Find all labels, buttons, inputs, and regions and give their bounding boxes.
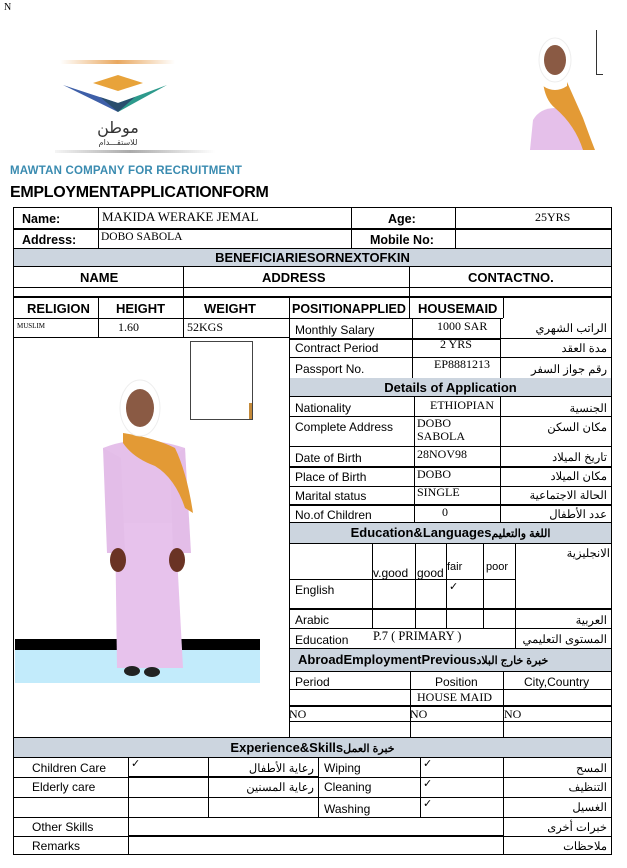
previous-city-header: City,Country bbox=[524, 675, 590, 689]
passport-label: Passport No. bbox=[295, 362, 365, 376]
skills-title: Experience&Skills bbox=[230, 740, 344, 755]
religion-value[interactable]: MUSLIM bbox=[17, 322, 46, 330]
logo-arabic-text: موطن bbox=[97, 118, 139, 137]
corner-mark: N bbox=[4, 2, 12, 13]
skills-header bbox=[14, 737, 611, 758]
address-label: Address: bbox=[22, 233, 77, 247]
height-value[interactable]: 1.60 bbox=[118, 320, 139, 334]
children-arabic-label: عدد الأطفال bbox=[549, 509, 607, 521]
complete-address-arabic-label: مكان السكن bbox=[547, 422, 607, 434]
level-poor: poor bbox=[486, 561, 509, 573]
salary-arabic-label: الراتب الشهري bbox=[535, 323, 607, 335]
marital-status-label: Marital status bbox=[295, 489, 367, 503]
contract-arabic-label: مدة العقد bbox=[561, 343, 607, 355]
wiping-label: Wiping bbox=[324, 761, 361, 775]
beneficiary-name-header: NAME bbox=[80, 270, 119, 285]
passport-arabic-label: رقم جواز السفر bbox=[530, 364, 607, 376]
previous-row-1-position[interactable]: HOUSE MAID bbox=[417, 690, 492, 704]
form-title: EMPLOYMENTAPPLICATIONFORM bbox=[10, 184, 269, 201]
children-care-checkmark[interactable]: ✓ bbox=[131, 758, 141, 770]
remarks-arabic-label: ملاحظات bbox=[563, 841, 607, 853]
previous-row-2-city[interactable]: NO bbox=[504, 707, 522, 721]
details-header: Details of Application bbox=[290, 378, 611, 397]
other-skills-arabic-label: خبرات أخرى bbox=[547, 822, 607, 834]
education-label: Education bbox=[295, 633, 349, 647]
company-name: MAWTAN COMPANY FOR RECRUITMENT bbox=[10, 165, 243, 177]
washing-arabic-label: الغسيل bbox=[572, 802, 607, 814]
weight-header: WEIGHT bbox=[204, 301, 256, 316]
other-skills-label: Other Skills bbox=[32, 820, 94, 834]
name-label: Name: bbox=[22, 212, 61, 226]
cleaning-checkmark[interactable]: ✓ bbox=[423, 778, 433, 790]
place-of-birth-value[interactable]: DOBO bbox=[417, 467, 452, 481]
level-good: good bbox=[417, 566, 444, 580]
beneficiary-address-header: ADDRESS bbox=[262, 270, 326, 285]
cleaning-arabic-label: التنظيف bbox=[568, 782, 607, 794]
marital-status-value[interactable]: SINGLE bbox=[417, 485, 460, 499]
photo-corner-mark bbox=[596, 30, 603, 75]
education-value[interactable]: P.7 ( PRIMARY ) bbox=[373, 629, 462, 643]
complete-address-label: Complete Address bbox=[295, 420, 394, 434]
nationality-label: Nationality bbox=[295, 401, 352, 415]
date-of-birth-label: Date of Birth bbox=[295, 451, 362, 465]
applicant-full-body-photo bbox=[15, 338, 289, 738]
remarks-label: Remarks bbox=[32, 839, 81, 853]
english-fair-checkmark[interactable]: ✓ bbox=[449, 581, 459, 593]
education-title-arabic: اللغة والتعليم bbox=[491, 528, 551, 540]
children-label: No.of Children bbox=[295, 508, 372, 522]
previous-employment-header bbox=[290, 649, 611, 672]
previous-title: AbroadEmploymentPrevious bbox=[298, 652, 477, 667]
level-vgood: v.good bbox=[373, 566, 409, 580]
arabic-label: Arabic bbox=[295, 613, 330, 627]
education-title: Education&Languages bbox=[350, 525, 492, 540]
english-label: English bbox=[295, 583, 335, 597]
contract-label: Contract Period bbox=[295, 341, 379, 355]
english-arabic-label: الانجليزية bbox=[566, 548, 610, 560]
previous-position-header: Position bbox=[435, 675, 478, 689]
wiping-arabic-label: المسح bbox=[575, 763, 607, 775]
cleaning-label: Cleaning bbox=[324, 780, 372, 794]
education-header bbox=[290, 523, 611, 544]
elderly-care-label: Elderly care bbox=[32, 780, 96, 794]
level-fair: fair bbox=[447, 561, 463, 573]
marital-status-arabic-label: الحالة الاجتماعية bbox=[529, 490, 607, 502]
height-header: HEIGHT bbox=[116, 301, 166, 316]
contract-value[interactable]: 2 YRS bbox=[440, 337, 472, 351]
nationality-arabic-label: الجنسية bbox=[569, 403, 607, 415]
previous-row-2-period[interactable]: NO bbox=[289, 707, 307, 721]
washing-checkmark[interactable]: ✓ bbox=[423, 798, 433, 810]
education-arabic-label: المستوى التعليمي bbox=[522, 634, 607, 646]
washing-label: Washing bbox=[324, 802, 371, 816]
age-label: Age: bbox=[388, 212, 416, 226]
elderly-care-arabic-label: رعاية المسنين bbox=[246, 782, 314, 794]
wiping-checkmark[interactable]: ✓ bbox=[423, 758, 433, 770]
place-of-birth-label: Place of Birth bbox=[295, 470, 367, 484]
beneficiaries-header: BENEFICIARIESORNEXTOFKIN bbox=[14, 248, 611, 267]
position-applied-value[interactable]: HOUSEMAID bbox=[418, 301, 498, 316]
passport-value[interactable]: EP8881213 bbox=[434, 357, 491, 371]
position-applied-label: POSITIONAPPLIED bbox=[292, 302, 406, 316]
date-of-birth-arabic-label: تاريخ الميلاد bbox=[552, 452, 607, 464]
children-care-arabic-label: رعاية الأطفال bbox=[248, 763, 314, 775]
religion-header: RELIGION bbox=[27, 301, 90, 316]
name-value[interactable]: MAKIDA WERAKE JEMAL bbox=[102, 209, 259, 224]
date-of-birth-value[interactable]: 28NOV98 bbox=[417, 447, 467, 461]
skills-title-arabic: خبرة العمل bbox=[343, 743, 395, 755]
mobile-label: Mobile No: bbox=[370, 233, 434, 247]
company-logo bbox=[55, 55, 215, 155]
address-value[interactable]: DOBO SABOLA bbox=[101, 231, 183, 243]
complete-address-value[interactable]: DOBO SABOLA bbox=[417, 416, 466, 443]
svg-text:للاستقـــدام: للاستقـــدام bbox=[98, 138, 138, 147]
beneficiary-contact-header: CONTACTNO. bbox=[468, 270, 554, 285]
applicant-portrait-photo bbox=[525, 30, 598, 150]
salary-label: Monthly Salary bbox=[295, 323, 375, 337]
arabic-arabic-label: العربية bbox=[575, 615, 607, 627]
place-of-birth-arabic-label: مكان الميلاد bbox=[550, 471, 607, 483]
nationality-value[interactable]: ETHIOPIAN bbox=[430, 398, 494, 412]
children-value[interactable]: 0 bbox=[442, 505, 448, 519]
salary-value[interactable]: 1000 SAR bbox=[437, 319, 488, 333]
children-care-label: Children Care bbox=[32, 761, 107, 775]
previous-title-arabic: خبرة خارج البلاد bbox=[476, 655, 549, 667]
weight-value[interactable]: 52KGS bbox=[187, 320, 224, 334]
previous-row-2-position[interactable]: NO bbox=[410, 707, 428, 721]
age-value[interactable]: 25YRS bbox=[535, 210, 571, 224]
previous-period-header: Period bbox=[295, 675, 330, 689]
